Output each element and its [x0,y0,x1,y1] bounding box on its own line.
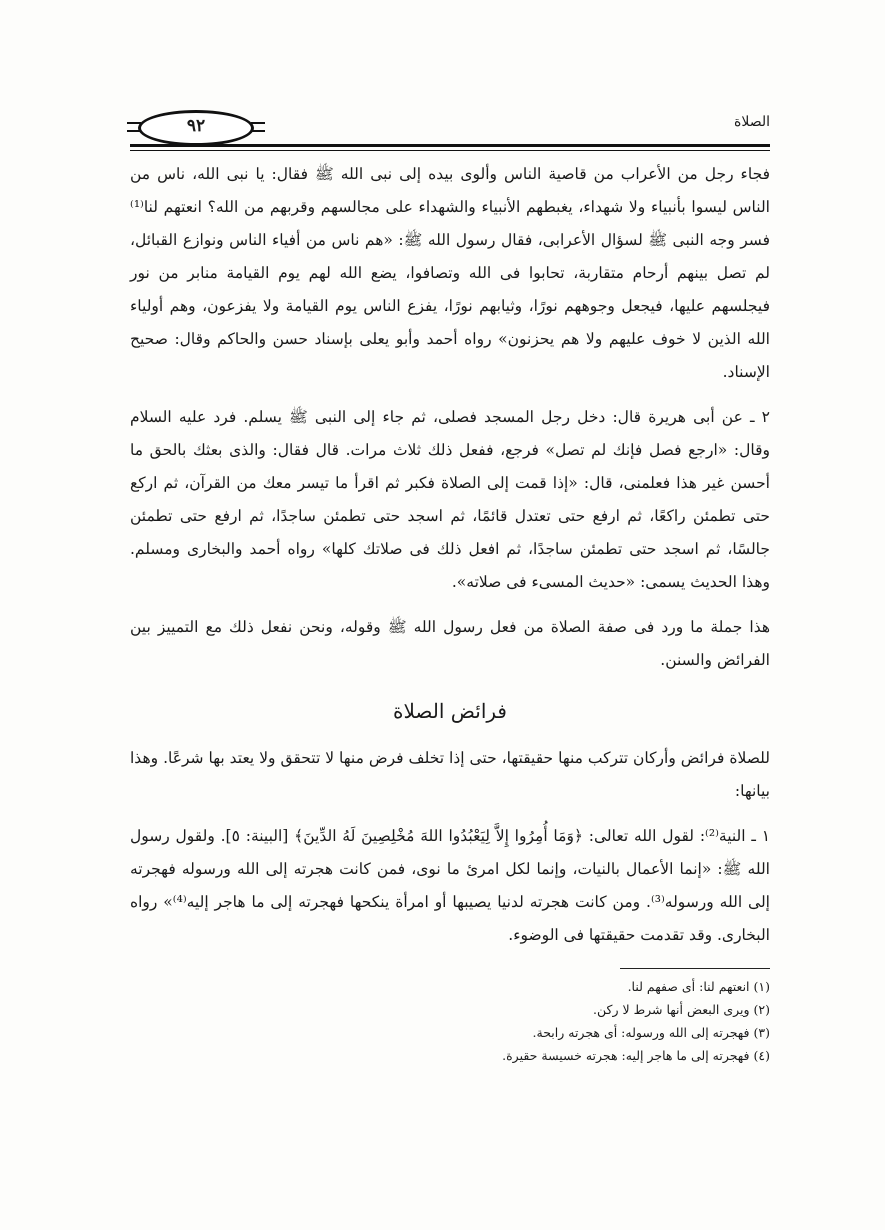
chapter-title: الصلاة [734,114,770,130]
footnote-1: (١) انعتهم لنا: أى صفهم لنا. [627,979,770,994]
paragraph-hadith-awliya: فجاء رجل من الأعراب من قاصية الناس وألوى بيده إلى نبى الله ﷺ فقال: يا نبى الله، ناس من الناس ليسوا بأنبياء ولا شهداء، يغبطهم الأنبياء والشهداء على مجالسهم وقربهم من الله؟ انعتهم لنا⁽¹⁾ فسر وجه النبى ﷺ لسؤال الأعرابى، فقال رسول الله ﷺ: «هم ناس من أفياء الناس ونوازع القبائل، لم تصل بينهم أرحام متقاربة، تحابوا فى الله وتصافوا، يضع الله لهم يوم القيامة منابر من نور فيجلسهم عليها، فيجعل وجوههم نورًا، وثيابهم نورًا، يفزع الناس يوم القيامة ولا يفزعون، وهم أولياء الله الذين لا خوف عليهم ولا هم يحزنون» رواه أحمد وأبو يعلى بإسناد حسن والحاكم وقال: صحيح الإسناد. [130,165,770,381]
page-number-ornament [138,110,254,146]
footnote-3: (٣) فهجرته إلى الله ورسوله: أى هجرته رابحة. [532,1025,770,1040]
running-header [130,108,770,152]
header-rule [130,144,770,147]
spacer [130,389,770,401]
paragraph-hadith-musi: ٢ ـ عن أبى هريرة قال: دخل رجل المسجد فصلى، ثم جاء إلى النبى ﷺ يسلم. فرد عليه السلام وقال: «ارجع فصل فإنك لم تصل» فرجع، ففعل ذلك ثلاث مرات. قال فقال: والذى بعثك بالحق ما أحسن غير هذا فعلمنى، قال: «إذا قمت إلى الصلاة فكبر ثم اقرأ ما تيسر معك من القرآن، ثم اركع حتى تطمئن راكعًا، ثم ارفع حتى تعتدل قائمًا، ثم اسجد حتى تطمئن ساجدًا، ثم ارفع حتى تطمئن جالسًا، ثم اسجد حتى تطمئن ساجدًا، ثم افعل ذلك فى صلاتك كلها» رواه أحمد والبخارى ومسلم. وهذا الحديث يسمى: «حديث المسىء فى صلاته». [130,408,770,591]
paragraph-intro-faraid: للصلاة فرائض وأركان تتركب منها حقيقتها، حتى إذا تخلف فرض منها لا تتحقق ولا يعتد بها شرعًا. وهذا بيانها: [130,749,770,800]
header-rule-thin [130,150,770,151]
footnote-2: (٢) ويرى البعض أنها شرط لا ركن. [593,1002,770,1017]
paragraph-niyyah: ١ ـ النية⁽²⁾: لقول الله تعالى: ﴿وَمَا أُمِرُوا إِلاَّ لِيَعْبُدُوا اللهَ مُخْلِصِينَ لَهُ الدِّينَ﴾ [البينة: ٥]. ولقول رسول الله ﷺ: «إنما الأعمال بالنيات، وإنما لكل امرئ ما نوى، فمن كانت هجرته إلى الله ورسوله فهجرته إلى الله ورسوله⁽³⁾. ومن كانت هجرته لدنيا يصيبها أو امرأة ينكحها فهجرته إلى ما هاجر إليه⁽⁴⁾» رواه البخارى. وقد تقدمت حقيقتها فى الوضوء. [130,827,771,944]
paragraph-summary: هذا جملة ما ورد فى صفة الصلاة من فعل رسول الله ﷺ وقوله، ونحن نفعل ذلك مع التمييز بين الفرائض والسنن. [130,618,770,669]
body-text [130,158,770,1067]
spacer [130,808,770,820]
footnote-separator [620,968,770,969]
spacer [130,599,770,611]
section-heading: فرائض الصلاة [393,699,507,723]
page-number: ٩٢ [186,116,206,136]
footnotes [130,975,770,1067]
footnote-4: (٤) فهجرته إلى ما هاجر إليه: هجرته خسيسة حقيرة. [502,1048,770,1063]
